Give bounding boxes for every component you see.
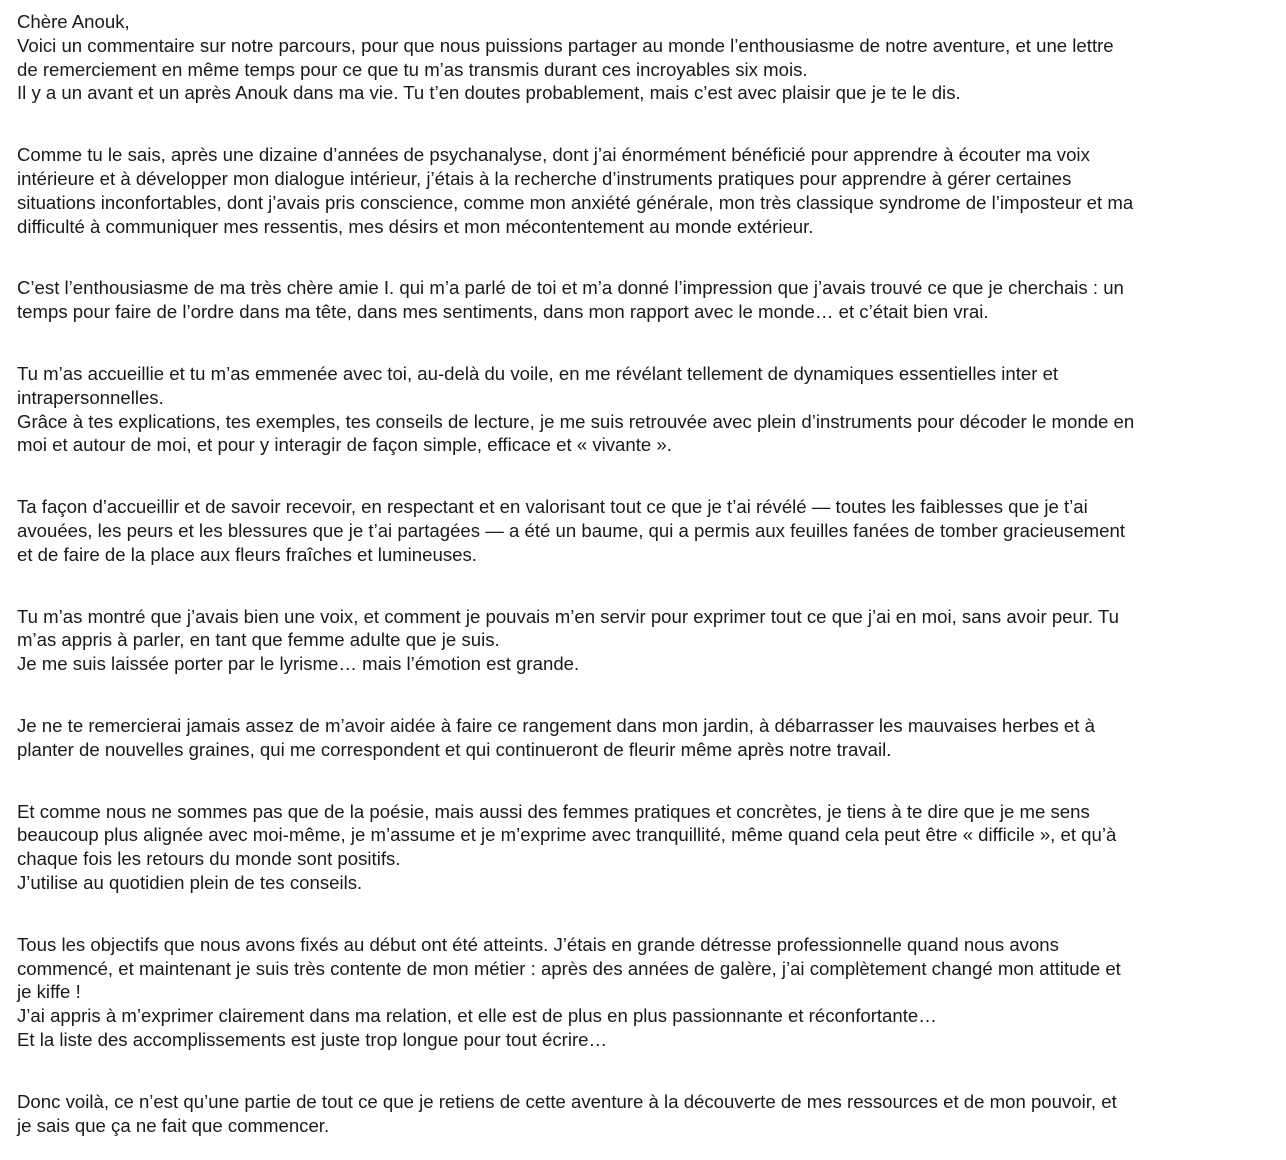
text-line: Comme tu le sais, après une dizaine d’années de psychanalyse, dont j’ai énormément bénéficié pour apprendre à écouter ma voix <box>17 144 1090 166</box>
text-line: avouées, les peurs et les blessures que je t’ai partagées — a été un baume, qui a permis aux feuilles fanées de tomber gracieusement <box>17 519 1125 541</box>
text-line: Et comme nous ne sommes pas que de la poésie, mais aussi des femmes pratiques et concrètes, je tiens à te dire que je me sens <box>17 800 1090 822</box>
greeting-line: Chère Anouk, <box>17 11 130 32</box>
paragraph-greeting <box>17 10 1269 105</box>
text-line: planter de nouvelles graines, qui me correspondent et qui continueront de fleurir même après notre travail. <box>17 738 892 760</box>
paragraph-objectifs <box>17 933 1269 1052</box>
text-line: m’as appris à parler, en tant que femme adulte que je suis. <box>17 629 500 651</box>
paragraph-accueil <box>17 362 1269 457</box>
text-line: Tu m’as montré que j’avais bien une voix, et comment je pouvais m’en servir pour exprimer tout ce que j’ai en moi, sans avoir peur. Tu <box>17 605 1120 627</box>
text-line: intrapersonnelles. <box>17 386 164 408</box>
text-line: Et la liste des accomplissements est juste trop longue pour tout écrire… <box>17 1028 608 1050</box>
text-line: je kiffe ! <box>17 981 81 1003</box>
text-line: beaucoup plus alignée avec moi-même, je m’assume et je m’exprime avec tranquillité, même quand cela peut être « difficile », et qu’à <box>17 824 1117 846</box>
paragraph-baume <box>17 495 1269 566</box>
text-line: commencé, et maintenant je suis très contente de mon métier : après des années de galère, j’ai complètement changé mon attitude et <box>17 957 1121 979</box>
text-line: Donc voilà, ce n’est qu’une partie de tout ce que je retiens de cette aventure à la découverte de mes ressources et de mon pouvoir, et <box>17 1090 1117 1112</box>
text-line: et de faire de la place aux fleurs fraîches et lumineuses. <box>17 543 477 565</box>
paragraph-amie <box>17 276 1269 324</box>
text-line: Voici un commentaire sur notre parcours, pour que nous puissions partager au monde l’enthousiasme de notre aventure, et une lettre <box>17 34 1114 56</box>
paragraph-conclusion <box>17 1090 1269 1138</box>
text-line: Je me suis laissée porter par le lyrisme… mais l’émotion est grande. <box>17 653 580 675</box>
text-line: je sais que ça ne fait que commencer. <box>17 1114 330 1136</box>
text-line: moi et autour de moi, et pour y interagir de façon simple, efficace et « vivante ». <box>17 434 672 456</box>
paragraph-pratique <box>17 800 1269 895</box>
paragraph-voix <box>17 605 1269 676</box>
paragraph-jardin <box>17 714 1269 762</box>
text-line: intérieure et à développer mon dialogue intérieur, j’étais à la recherche d’instruments pratiques pour apprendre à gérer certaines <box>17 167 1072 189</box>
text-line: chaque fois les retours du monde sont positifs. <box>17 848 401 870</box>
text-line: Il y a un avant et un après Anouk dans ma vie. Tu t’en doutes probablement, mais c’est avec plaisir que je te le dis. <box>17 82 961 104</box>
text-line: temps pour faire de l’ordre dans ma tête, dans mes sentiments, dans mon rapport avec le monde… et c’était bien vrai. <box>17 301 989 323</box>
text-line: J’utilise au quotidien plein de tes conseils. <box>17 871 363 893</box>
text-line: J’ai appris à m’exprimer clairement dans ma relation, et elle est de plus en plus passionnante et réconfortante… <box>17 1005 937 1027</box>
text-line: de remerciement en même temps pour ce que tu m’as transmis durant ces incroyables six mois. <box>17 58 808 80</box>
text-line: Tu m’as accueillie et tu m’as emmenée avec toi, au-delà du voile, en me révélant tellement de dynamiques essentielles inter et <box>17 362 1059 384</box>
text-line: Je ne te remercierai jamais assez de m’avoir aidée à faire ce rangement dans mon jardin, à débarrasser les mauvaises herbes et à <box>17 714 1095 736</box>
text-line: C’est l’enthousiasme de ma très chère amie I. qui m’a parlé de toi et m’a donné l’impression que j’avais trouvé ce que je cherchais : un <box>17 277 1124 299</box>
text-line: Grâce à tes explications, tes exemples, tes conseils de lecture, je me suis retrouvée avec plein d’instruments pour décoder le monde en <box>17 410 1135 432</box>
text-line: Ta façon d’accueillir et de savoir recevoir, en respectant et en valorisant tout ce que je t’ai révélé — toutes les faiblesses que je t’ai <box>17 496 1088 518</box>
text-line: difficulté à communiquer mes ressentis, mes désirs et mon mécontentement au monde extérieur. <box>17 215 814 237</box>
text-line: situations inconfortables, dont j’avais pris conscience, comme mon anxiété générale, mon très classique syndrome de l’imposteur et ma <box>17 191 1134 213</box>
text-line: Tous les objectifs que nous avons fixés au début ont été atteints. J’étais en grande détresse professionnelle quand nous avons <box>17 933 1059 955</box>
paragraph-psychanalyse <box>17 143 1269 238</box>
